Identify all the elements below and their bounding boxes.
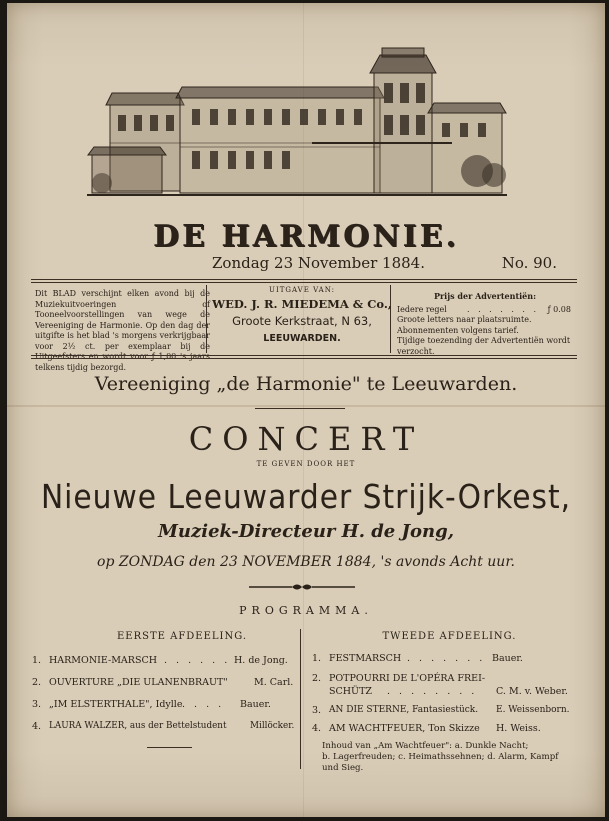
newspaper-page bbox=[7, 3, 605, 817]
ornament-divider bbox=[247, 582, 357, 592]
programme-item: 2. OUVERTURE „DIE ULANENBRAUT" M. Carl. bbox=[32, 677, 294, 688]
te-geven-label: TE GEVEN DOOR HET bbox=[256, 460, 356, 468]
programme-item: 2. POTPOURRI DE L'OPÉRA FREI- SCHÜTZ . . . . . . . . C. M. v. Weber. bbox=[312, 673, 568, 697]
concert-title: CONCERT bbox=[188, 420, 424, 458]
ad-prices bbox=[397, 291, 573, 357]
contents-line: b. Lagerfreuden; c. Heimathssehnen; d. Alarm, Kampf bbox=[322, 752, 559, 762]
issue-date: Zondag 23 November 1884. bbox=[212, 254, 425, 272]
fold-crease-horizontal bbox=[7, 405, 605, 407]
ad-price-line: Iedere regel . . . . . . . ƒ 0.08 bbox=[397, 304, 571, 314]
wachtfeuer-contents bbox=[322, 741, 580, 774]
part-two-heading: TWEEDE AFDEELING. bbox=[382, 631, 517, 642]
ad-prices-title: Prijs der Advertentiën: bbox=[433, 291, 537, 301]
publisher-street: Groote Kerkstraat, N 63, bbox=[232, 314, 372, 328]
ad-line-2: Groote letters naar plaatsruimte. bbox=[397, 315, 532, 324]
music-director: Muziek-Directeur H. de Jong, bbox=[158, 521, 454, 542]
orchestra-name: Nieuwe Leeuwarder Strijk-Orkest, bbox=[40, 477, 572, 516]
contents-line: Inhoud van „Am Wachtfeuer": a. Dunkle Nacht; bbox=[322, 741, 529, 751]
short-rule bbox=[147, 747, 192, 748]
header-rule-top bbox=[31, 279, 577, 280]
header-rule-bottom-2 bbox=[31, 358, 577, 359]
programme-item: 4. LAURA WALZER, aus der Bettelstudent Millöcker. bbox=[32, 721, 295, 732]
masthead-title: DE HARMONIE. bbox=[153, 219, 459, 254]
contents-line: und Sieg. bbox=[322, 763, 364, 773]
publisher-city: LEEUWARDEN. bbox=[263, 333, 341, 344]
part-one-heading: EERSTE AFDEELING. bbox=[116, 631, 248, 642]
ad-line-4: Tijdige toezending der Advertentiën wordt verzocht. bbox=[397, 336, 571, 356]
publication-info: Dit BLAD verschijnt elken avond bij de Muziekuitvoeringen of Tooneelvoorstellingen van wege de Vereeniging de Harmonie. Op den dag der uitgifte is het blad 's morgens verkrijgbaar voor 2½ ct. per exemplaar bij de Uitgeefsters en wordt voor ƒ 1,00 's jaars telkens tijdig bezorgd. bbox=[35, 289, 210, 372]
publisher-name: WED. J. R. MIEDEMA & Co., bbox=[212, 297, 392, 311]
society-heading: Vereeniging „de Harmonie" te Leeuwarden. bbox=[94, 373, 518, 395]
header-rule-bottom bbox=[31, 355, 577, 356]
column-divider bbox=[206, 285, 207, 353]
programme-item: 4. AM WACHTFEUER, Ton Skizze H. Weiss. bbox=[312, 723, 541, 734]
concert-date: op ZONDAG den 23 NOVEMBER 1884, 's avonds Acht uur. bbox=[97, 554, 515, 570]
ad-price-label: Iedere regel bbox=[397, 304, 447, 314]
part-two-list bbox=[312, 653, 597, 773]
programme-item: 3. „IM ELSTERTHALE", Idylle . . . . Bauer. bbox=[32, 699, 271, 710]
short-rule bbox=[255, 408, 345, 409]
programme-item: 1. HARMONIE-MARSCH . . . . . . H. de Jong. bbox=[32, 655, 288, 666]
issue-number: No. 90. bbox=[501, 254, 557, 272]
ad-price-value: ƒ 0.08 bbox=[547, 304, 571, 314]
programme-item: 3. AN DIE STERNE, Fantasiestück. E. Weissenborn. bbox=[312, 705, 570, 716]
publisher-label: UITGAVE VAN: bbox=[269, 286, 335, 294]
ad-line-3: Abonnementen volgens tarief. bbox=[397, 325, 519, 335]
building-engraving bbox=[82, 43, 512, 203]
programma-heading: PROGRAMMA. bbox=[239, 604, 373, 617]
programme-divider bbox=[300, 629, 301, 769]
header-rule-top-2 bbox=[31, 282, 577, 283]
publisher-block bbox=[210, 286, 394, 344]
programme-item: 1. FESTMARSCH . . . . . . . Bauer. bbox=[312, 653, 523, 664]
part-one-list bbox=[32, 655, 297, 735]
